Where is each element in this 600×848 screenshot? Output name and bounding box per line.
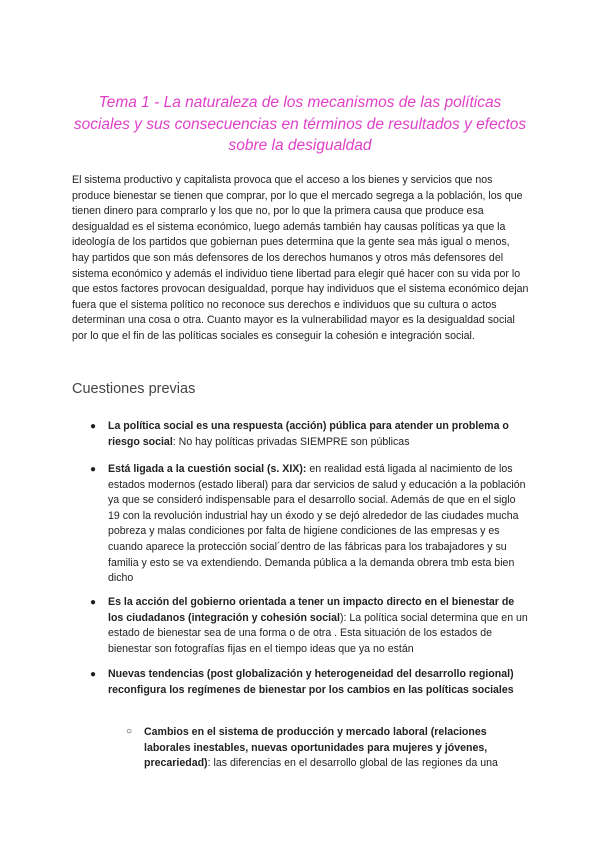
- list-item: [90, 595, 528, 657]
- list-item-lead: Es la acción del gobierno orientada a tener un impacto directo en el bienestar de los ciudadanos (integración y cohesión social: [108, 596, 515, 624]
- list-item: [90, 419, 528, 450]
- list-item-text: : No hay políticas privadas SIEMPRE son públicas: [172, 435, 410, 448]
- bullet-icon: ●: [90, 421, 97, 432]
- section-heading: Cuestiones previas: [72, 381, 196, 397]
- bullet-icon: ●: [90, 597, 97, 608]
- list-item-lead: La política social es una respuesta (acción) pública para atender un problema o riesgo social: [108, 420, 509, 448]
- list-item-text: ): La política social determina que en un estado de bienestar sea de una forma o de otra . Esta situación de los estados de bienestar son fotografías fijas en el tiempo ideas que ya no están: [108, 611, 528, 655]
- list-item-lead: Nuevas tendencias (post globalización y heterogeneidad del desarrollo regional) reconfigura los regímenes de bienestar por los cambios en las políticas sociales: [108, 668, 514, 696]
- hollow-bullet-icon: ○: [126, 726, 133, 737]
- list-item: [90, 667, 528, 698]
- sub-list-item-lead: Cambios en el sistema de producción y mercado laboral (relaciones laborales inestables, nuevas oportunidades para mujeres y jóvenes, precariedad): [144, 726, 488, 770]
- list-item-lead: Está ligada a la cuestión social (s. XIX):: [108, 463, 307, 475]
- intro-paragraph: El sistema productivo y capitalista provoca que el acceso a los bienes y servicios que nos produce bienestar se tienen que comprar, por lo que el mercado segrega a la población, los que tienen dinero para comprarlo y los que no, por lo que la primera causa que produce esa desigualdad es el sistema económico, luego además también hay causas políticas ya que la ideología de los partidos que gobiernan pues determina que la gente sea más igual o menos, hay partidos que son más defensores de los derechos humanos y otros más defensores del sistema económico y además el individuo tiene libertad para elegir qué hacer con su vida por lo que estos factores provocan desigualdad, porque hay individuos que el sistema económico dejan fuera que el sistema político no reconoce sus derechos e individuos que su cultura o actos determinan una cosa o otra. Cuanto mayor es la vulnerabilidad mayor es la desigualdad social por lo que el fin de las políticas sociales es conseguir la cohesión e integración social.: [72, 174, 529, 342]
- sub-list-item: [126, 725, 528, 772]
- list-item: [90, 462, 528, 587]
- bullet-icon: ●: [90, 464, 97, 475]
- list-item-text: en realidad está ligada al nacimiento de los estados modernos (estado liberal) para dar servicios de salud y educación a la población ya que se consideró indispensable para el desarrollo social. Además de que en el siglo 19 con la revolución industrial hay un éxodo y se dejó alrededor de las ciudades mucha pobreza y malas condiciones por falta de higiene condiciones de las empresas y es cuando aparece la protección social´dentro de las fábricas para los trabajadores y su familia y esto se va extendiendo. Demanda pública a la demanda obrera tmb esta bien dicho: [108, 463, 526, 585]
- sub-list-item-text: : las diferencias en el desarrollo global de las regiones da una: [207, 757, 498, 770]
- bullet-icon: ●: [90, 669, 97, 680]
- document-title: Tema 1 - La naturaleza de los mecanismos de las políticas sociales y sus consecuencias en términos de resultados y efectos sobre la desigualdad: [73, 94, 527, 154]
